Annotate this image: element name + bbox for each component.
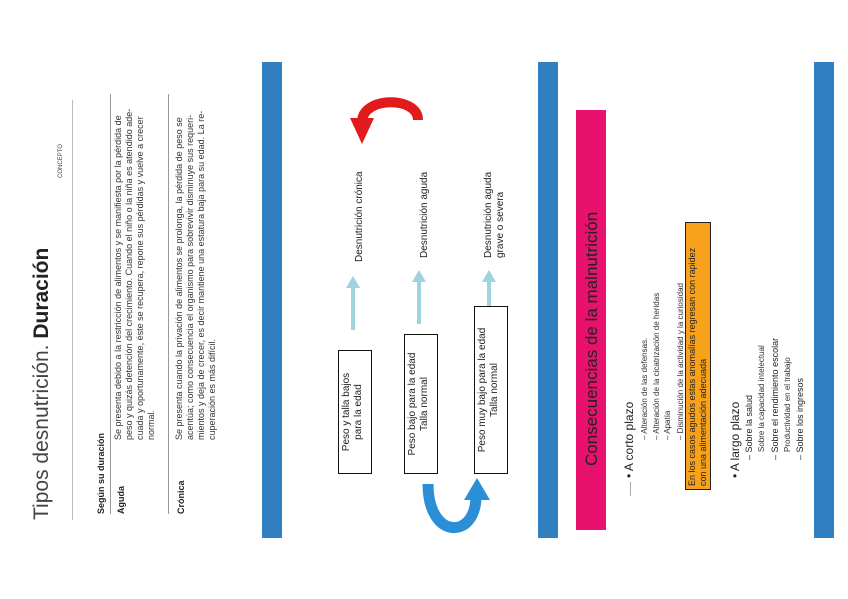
label-desnutricion-cronica: Desnutrición crónica (354, 171, 365, 262)
long-item-2: – Sobre el rendimiento escolar (770, 337, 780, 460)
short-item-3: – Apatía (663, 410, 672, 440)
highlight-box: En los casos agudos estas anomalías regresan con rapidez con una alimentación adecuada (685, 222, 711, 490)
slide3-thin-rule (630, 482, 631, 496)
slide1-row-cronica-text: Se presenta cuando la privación de alimentos se prolonga, la pérdida de peso se acentúa; como consecuencia el organismo para sobrevivir disminuye sus requeri-mientos y deja de crecer, es decir mantiene una estatura baja para su edad. La re-cuperación es más difícil. (174, 110, 217, 440)
slide3-title: Consecuencias de la malnutrición (582, 211, 601, 466)
slide1-divider (72, 100, 73, 520)
short-term-heading: • A corto plazo (622, 401, 636, 478)
long-term-heading: • A largo plazo (728, 401, 742, 478)
slide1-row-cronica-label: Crónica (176, 480, 186, 514)
small-arrow-icon-2 (412, 270, 426, 326)
box-peso-muy-bajo: Peso muy bajo para la edad Talla normal (474, 306, 508, 474)
blue-curved-arrow-icon (414, 474, 498, 544)
slide1-section-header: Según su duración (96, 432, 106, 514)
long-item-2-sub: Productividad en el trabajo (783, 357, 792, 452)
slide1-title: Tipos desnutrición. Duración (30, 247, 53, 520)
slide1-small-label: CONCEPTO (58, 144, 64, 178)
long-item-1-sub: Sobre la capacidad intelectual (757, 345, 766, 452)
box-peso-bajo: Peso bajo para la edad Talla normal (404, 334, 438, 474)
slide1-row-aguda-label: Aguda (116, 486, 126, 514)
label-desnutricion-grave: Desnutrición aguda grave o severa (483, 171, 506, 258)
short-item-4: – Disminución de la actividad y la curiosidad (676, 283, 685, 440)
small-arrow-icon (346, 276, 360, 332)
short-item-1: – Alteración de las defensas. (640, 337, 649, 440)
slide2-blue-bar (538, 62, 558, 538)
slide1-table-line-2 (168, 94, 169, 514)
small-arrow-icon-3 (482, 270, 496, 310)
red-curved-arrow-icon (348, 92, 432, 156)
short-item-2: – Alteración de la cicatrización de heridas (652, 292, 661, 440)
slide3-blue-bar (814, 62, 834, 538)
slide1-row-aguda-text: Se presenta debido a la restricción de alimentos y se manifiesta por la pérdida de peso y quizás detención del crecimiento. Cuando el niño o la niña es atendido ade-cuada y oportunamente, éste se recupera, repone sus pérdidas y vuelve a crecer normal. (113, 108, 156, 440)
box-peso-talla-bajos: Peso y talla bajos para la edad (338, 350, 372, 474)
label-desnutricion-aguda: Desnutrición aguda (419, 171, 430, 258)
slide1-table-line (110, 94, 111, 514)
long-item-1: – Sobre la salud (744, 394, 754, 460)
long-item-3: – Sobre los ingresos (795, 377, 805, 460)
slide1-blue-bar (262, 62, 282, 538)
